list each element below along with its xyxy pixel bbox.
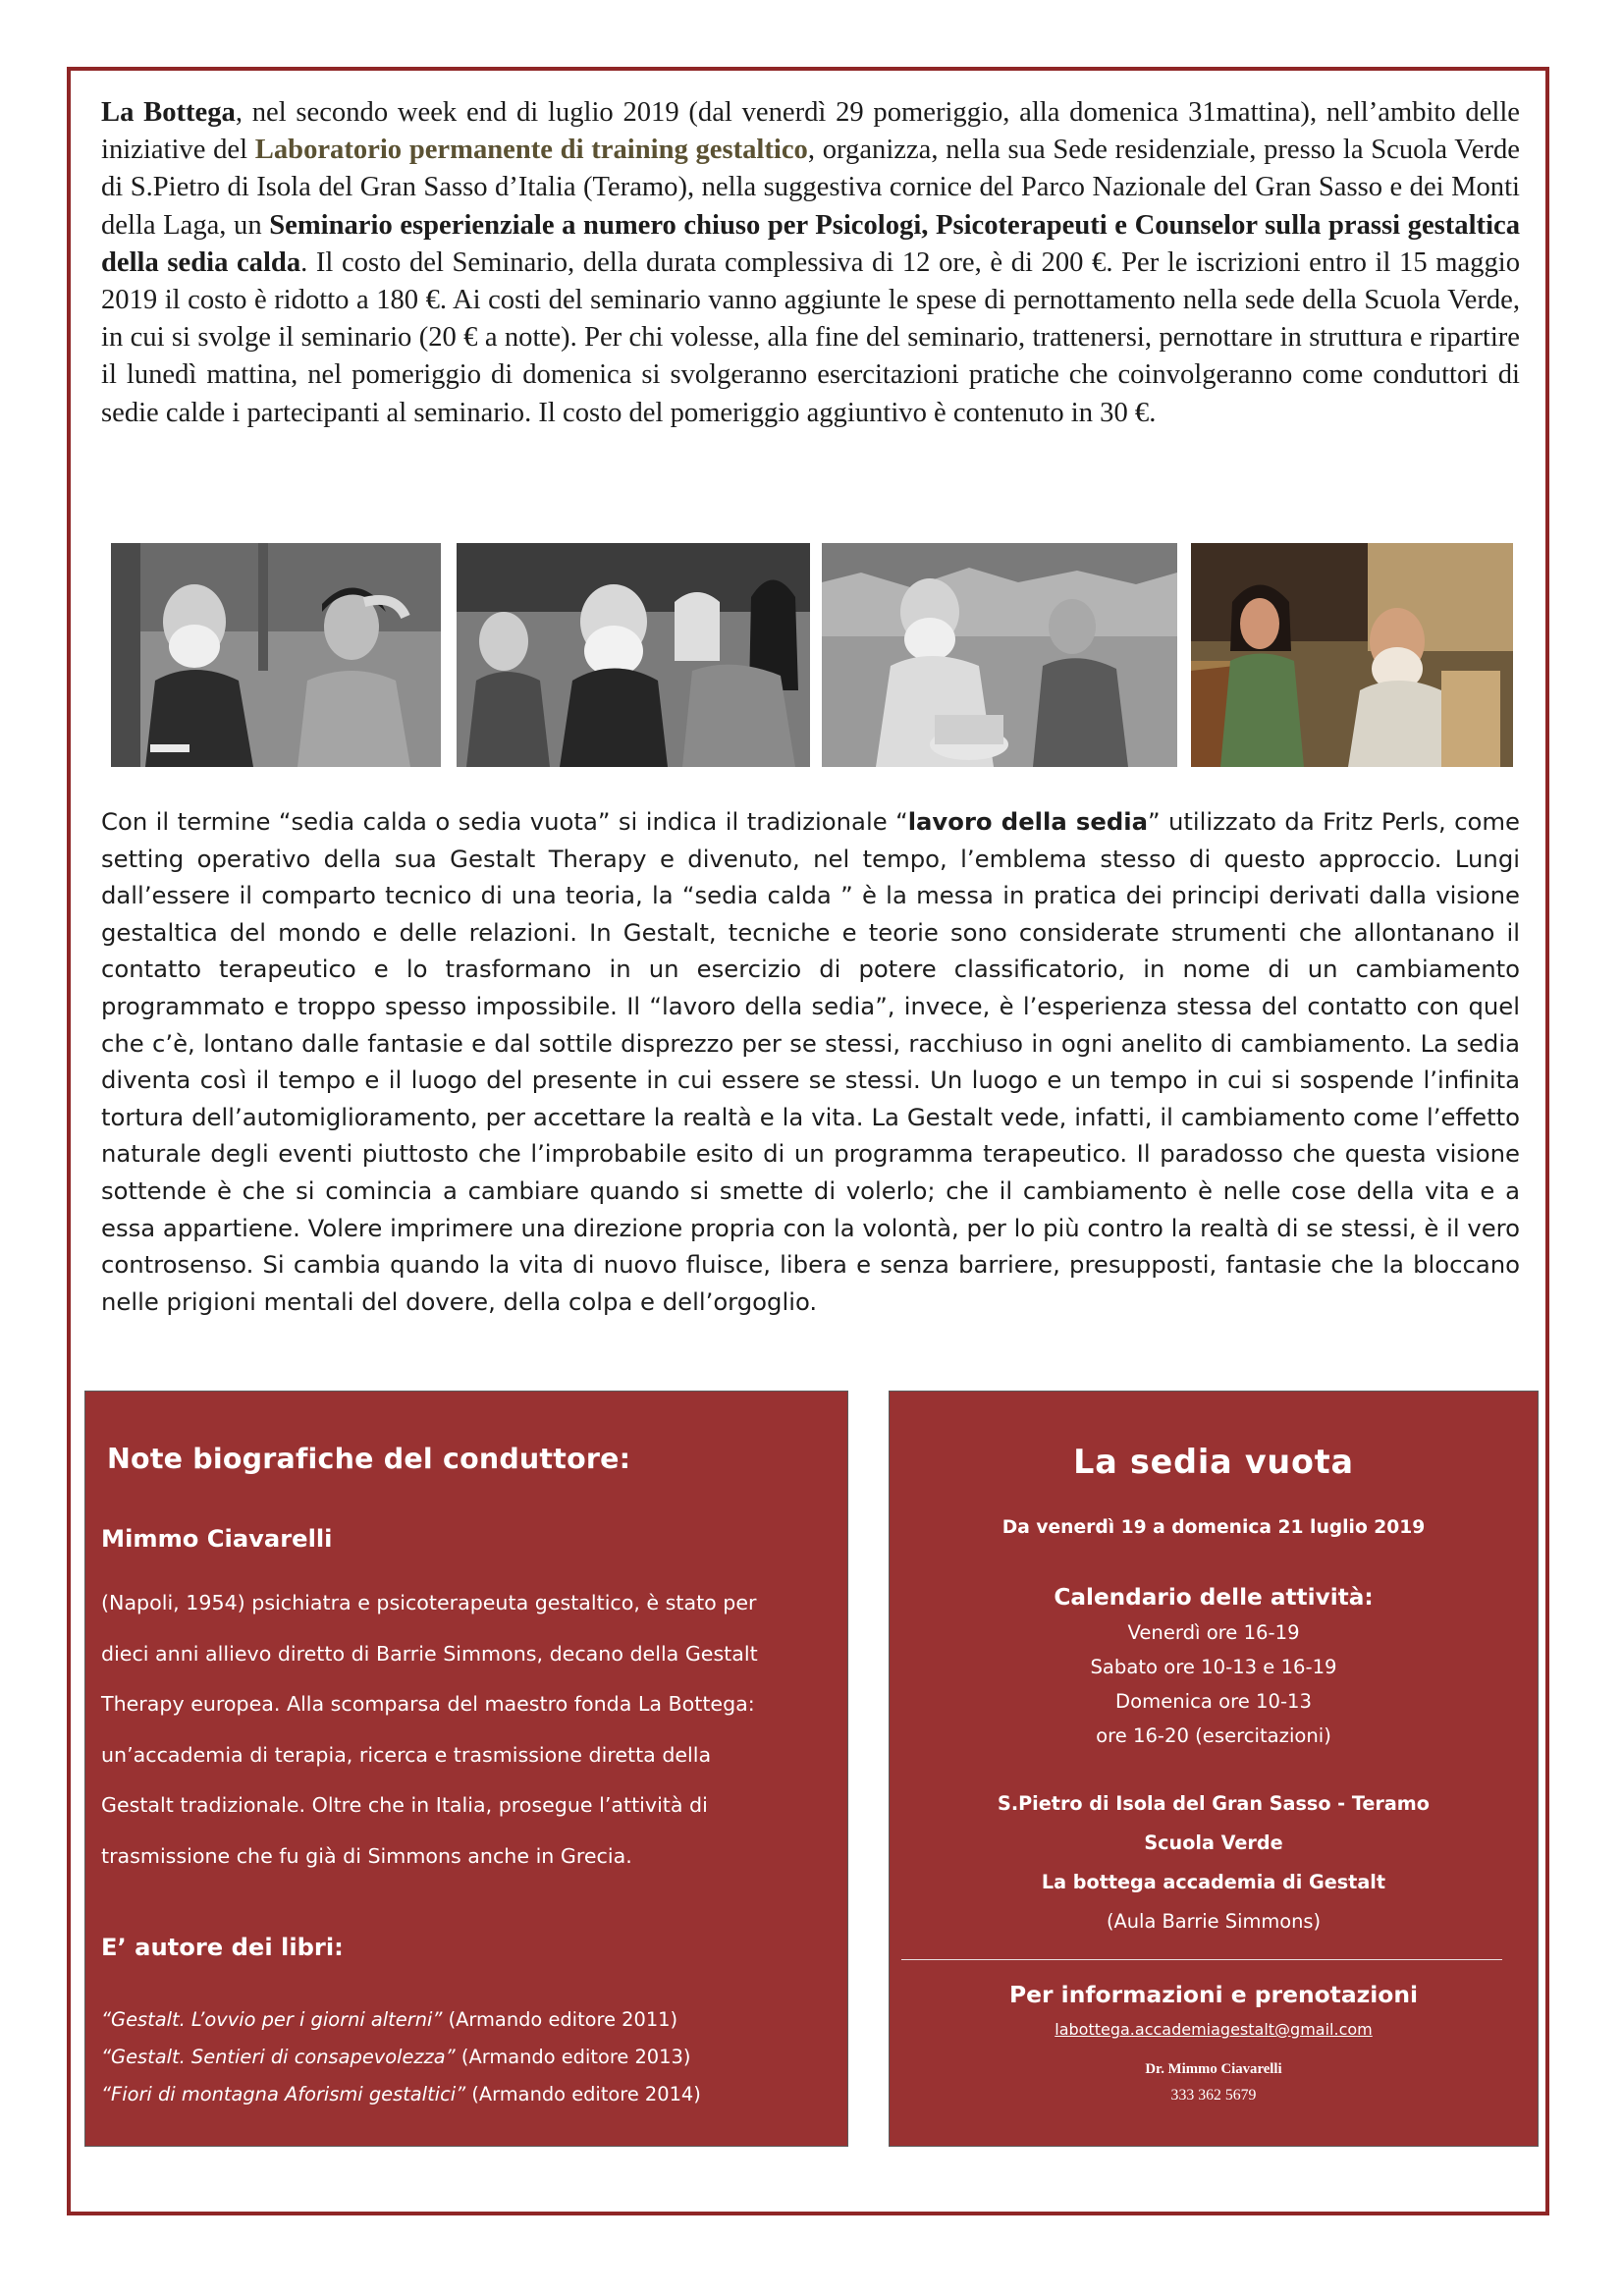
calendar-title: Calendario delle attività: bbox=[1054, 1584, 1374, 1611]
photo-perls-group-bw bbox=[457, 543, 810, 767]
intro-paragraph: La Bottega, nel secondo week end di luglio 2019 (dal venerdì 29 pomeriggio, alla domenica 31mattina), nell’ambito delle iniziative del Laboratorio permanente di training gestaltico, organizza, nella sua Sede residenziale, presso la Scuola Verde di S.Pietro di Isola del Gran Sasso d’Italia (Teramo), nella suggestiva cornice del Parco Nazionale del Gran Sasso e dei Monti della Laga, un Seminario esperienziale a numero chiuso per Psicologi, Psicoterapeuti e Counselor sulla prassi gestaltica della sedia calda. Il costo del Seminario, della durata complessiva di 12 ore, è di 200 €. Per le iscrizioni entro il 15 maggio 2019 il costo è ridotto a 180 €. Ai costi del seminario vanno aggiunte le spese di pernottamento nella sede della Scuola Verde, in cui si svolge il seminario (20 € a notte). Per chi volesse, alla fine del seminario, trattenersi, pernottare in struttura e ripartire il lunedì mattina, nel pomeriggio di domenica si svolgeranno esercitazioni pratiche che coinvolgeranno come conduttori di sedie calde i partecipanti al seminario. Il costo del pomeriggio aggiuntivo è contenuto in 30 €. bbox=[101, 97, 1521, 428]
doctor-name: Dr. Mimmo Ciavarelli bbox=[1145, 2061, 1282, 2077]
place-line: La bottega accademia di Gestalt bbox=[1041, 1871, 1386, 1893]
book-item: “Gestalt. L’ovvio per i giorni alterni” (Armando editore 2011) bbox=[101, 2008, 678, 2031]
book-item: “Gestalt. Sentieri di consapevolezza” (Armando editore 2013) bbox=[101, 2046, 691, 2068]
photo-perls-woman-bw bbox=[111, 543, 441, 767]
photo-strip bbox=[111, 543, 1513, 767]
phone-number: 333 362 5679 bbox=[1170, 2087, 1257, 2104]
aula-label: (Aula Barrie Simmons) bbox=[1106, 1910, 1322, 1933]
schedule-line: Sabato ore 10-13 e 16-19 bbox=[1090, 1656, 1337, 1678]
schedule-line: Venerdì ore 16-19 bbox=[1127, 1621, 1300, 1644]
essay-paragraph: Con il termine “sedia calda o sedia vuota” si indica il tradizionale “lavoro della sedia” utilizzato da Fritz Perls, come setting operativo della sua Gestalt Therapy e divenuto, nel tempo, l’emblema stesso di questo approccio. Lungi dall’essere il comparto tecnico di una teoria, la “sedia calda ” è la messa in pratica dei principi derivati dalla visione gestaltica del mondo e delle relazioni. In Gestalt, tecniche e teorie sono considerate strumenti che allontanano il contatto terapeutico e lo trasformano in un esercizio di potere classificatorio, in nome di un cambiamento programmato e troppo spesso impossibile. Il “lavoro della sedia”, invece, è l’esperienza stessa del contatto con quel che c’è, lontano dalle fantasie e dal sottile disprezzo per se stessi, racchiuso in ogni anelito di cambiamento. La sedia diventa così il tempo e il luogo del presente in cui essere se stessi. Un luogo e un tempo in cui si sospende l’infinita tortura dell’automiglioramento, per accettare la realtà e la vita. La Gestalt vede, infatti, il cambiamento come l’effetto naturale degli eventi piuttosto che l’improbabile esito di un programma terapeutico. Il paradosso che questa visione sottende è che si comincia a cambiare quando si smette di volerlo; che il cambiamento è nelle cose della vita e a essa appartiene. Volere imprimere una direzione propria con la volontà, per lo più contro la realtà di se stessi, è il vero controsenso. Si cambia quando la vita di nuovo fluisce, libera e senza barriere, presupposti, fantasie che la bloccano nelle prigioni mentali del dovere, della colpa e dell’orgoglio. bbox=[101, 807, 1521, 1316]
schedule-line: Domenica ore 10-13 bbox=[1115, 1690, 1312, 1713]
photo-perls-chair-bw bbox=[822, 543, 1177, 767]
event-box bbox=[889, 1391, 1539, 2147]
bio-text: (Napoli, 1954) psichiatra e psicoterapeuta gestaltico, è stato per dieci anni allievo diretto di Barrie Simmons, decano della Gestalt Therapy europea. Alla scomparsa del maestro fonda La Bottega: un’accademia di terapia, ricerca e trasmissione diretta della Gestalt tradizionale. Oltre che in Italia, prosegue l’attività di trasmissione che fu già di Simmons anche in Grecia. bbox=[101, 1591, 758, 1868]
books-title: E’ autore dei libri: bbox=[101, 1934, 344, 1961]
schedule-line: ore 16-20 (esercitazioni) bbox=[1096, 1724, 1331, 1747]
book-item: “Fiori di montagna Aforismi gestaltici” (Armando editore 2014) bbox=[101, 2083, 701, 2105]
divider bbox=[901, 1959, 1502, 1960]
info-title: Per informazioni e prenotazioni bbox=[1008, 1981, 1419, 2008]
event-dates: Da venerdì 19 a domenica 21 luglio 2019 bbox=[1001, 1517, 1426, 1538]
photo-perls-color bbox=[1191, 543, 1513, 767]
seminario-highlight: Seminario esperienziale a numero chiuso per Psicologi, Psicoterapeuti e Counselor sulla prassi gestaltica della sedia calda bbox=[101, 209, 1520, 278]
email-link[interactable]: labottega.accademiagestalt@gmail.com bbox=[1055, 2020, 1373, 2039]
lavoro-della-sedia-highlight: lavoro della sedia bbox=[907, 807, 1148, 836]
place-line: Scuola Verde bbox=[1144, 1831, 1283, 1854]
place-line: S.Pietro di Isola del Gran Sasso - Teramo bbox=[998, 1792, 1430, 1815]
laboratorio-highlight: Laboratorio permanente di training gestaltico bbox=[254, 135, 808, 166]
event-title: La sedia vuota bbox=[1073, 1443, 1354, 1481]
bio-title: Note biografiche del conduttore: bbox=[107, 1443, 631, 1475]
bio-box bbox=[84, 1391, 848, 2147]
la-bottega-lead: La Bottega bbox=[101, 97, 236, 128]
bio-name: Mimmo Ciavarelli bbox=[101, 1525, 333, 1553]
